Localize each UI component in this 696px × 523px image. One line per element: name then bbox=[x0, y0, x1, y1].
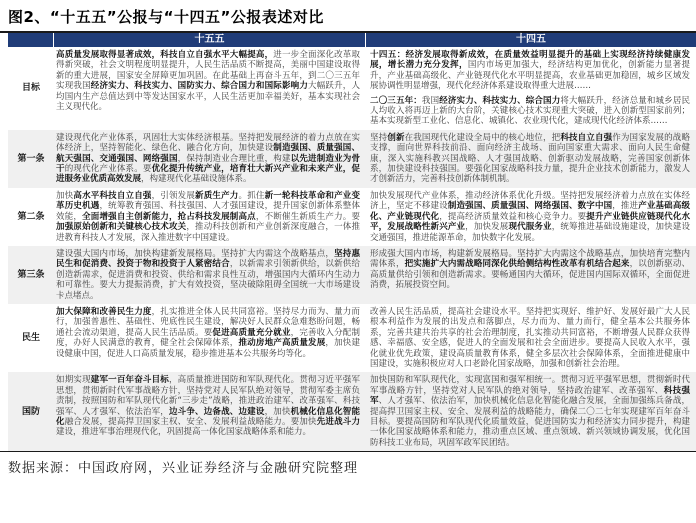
table-row-第三条 bbox=[8, 246, 696, 304]
cell-14th-plan bbox=[366, 372, 696, 451]
cell-15th-plan bbox=[54, 246, 366, 304]
comparison-table bbox=[8, 33, 696, 451]
header-14th-plan: 十四五 bbox=[516, 34, 546, 45]
cell-15th-plan bbox=[54, 47, 366, 130]
row-label: 目标 bbox=[21, 83, 40, 94]
row-label: 第二条 bbox=[17, 211, 45, 222]
table-row-第一条 bbox=[8, 130, 696, 188]
row-label: 第一条 bbox=[17, 153, 45, 164]
figure-title: 图2、“十五五”公报与“十四五”公报表述对比 bbox=[8, 8, 324, 26]
paragraph: 形成强大国内市场，构建新发展格局。坚持扩大内需这个战略基点，加快培育完整内需体系，把实施扩大内需战略同深化供给侧结构性改革有机结合起来，以创新驱动、高质量供给引领和创造新需求。要畅通国内大循环，促进国内国际双循环，全面促进消费，拓展投资空间。 bbox=[370, 248, 690, 291]
paragraph: 坚持创新在我国现代化建设全局中的核心地位，把科技自立自强作为国家发展的战略支撑，面向世界科技前沿、面向经济主战场、面向国家重大需求、面向人民生命健康，深入实施科教兴国战略、人才强国战略、创新驱动发展战略，完善国家创新体系，加快建设科技强国。要强化国家战略科技力量，提升企业技术创新能力，激发人才创新活力，完善科技创新体制机制。 bbox=[370, 132, 690, 185]
row-label: 国防 bbox=[21, 406, 40, 417]
paragraph: 建设现代化产业体系，巩固壮大实体经济根基。坚持把发展经济的着力点放在实体经济上，坚持智能化、绿色化、融合化方向，加快建设制造强国、质量强国、航天强国、交通强国、网络强国，保持制造业合理比重，构建以先进制造业为骨干的现代化产业体系。要优化提升传统产业，培育壮大新兴产业和未来产业，促进服务业优质高效发展，构建现代化基础设施体系。 bbox=[56, 132, 360, 185]
data-source-note: 数据来源：中国政府网，兴业证券经济与金融研究院整理 bbox=[8, 461, 359, 477]
table-row-民生 bbox=[8, 304, 696, 372]
cell-15th-plan bbox=[54, 130, 366, 188]
cell-15th-plan bbox=[54, 188, 366, 246]
cell-15th-plan bbox=[54, 304, 366, 372]
cell-14th-plan bbox=[366, 47, 696, 130]
paragraph: 高质量发展取得显著成效，科技自立自强水平大幅提高，进一步全面深化改革取得新突破，社会文明程度明显提升，人民生活品质不断提高，美丽中国建设取得新的重大进展，国家安全屏障更加巩固。在此基础上再奋斗五年，到二〇三五年实现我国经济实力、科技实力、国防实力、综合国力和国际影响力大幅跃升，人均国内生产总值达到中等发达国家水平，人民生活更加幸福美好，基本实现社会主义现代化。 bbox=[56, 50, 360, 113]
paragraph: 如期实现建军一百年奋斗目标，高质量推进国防和军队现代化。贯彻习近平强军思想，贯彻新时代军事战略方针，坚持党对人民军队绝对领导，贯彻军委主席负责制，按照国防和军队现代化新“三步走”战略，推进政治建军、改革强军、科技强军、人才强军、依法治军，边斗争、边备战、边建设，加快机械化信息化智能化融合发展，提高捍卫国家主权、安全、发展利益战略能力。要加快先进战斗力建设，推进军事治理现代化，巩固提高一体化国家战略体系和能力。 bbox=[56, 375, 360, 438]
paragraph: 建设强大国内市场，加快构建新发展格局。坚持扩大内需这个战略基点，坚持惠民生和促消费、投资于物和投资于人紧密结合，以新需求引领新供给，以新供给创造新需求，促进消费和投资、供给和需求良性互动，增强国内大循环内生动力和可靠性。要大力提振消费，扩大有效投资，坚决破除阻碍全国统一大市场建设卡点堵点。 bbox=[56, 248, 360, 301]
header-15th-plan: 十五五 bbox=[54, 33, 366, 47]
cell-14th-plan bbox=[366, 188, 696, 246]
table-row-第二条 bbox=[8, 188, 696, 246]
paragraph: 改善人民生活品质，提高社会建设水平。坚持把实现好、维护好、发展好最广大人民根本利益作为发展的出发点和落脚点，尽力而为、量力而行，健全基本公共服务体系，完善共建共治共享的社会治理制度，扎实推动共同富裕，不断增强人民群众获得感、幸福感、安全感，促进人的全面发展和社会全面进步。要提高人民收入水平，强化就业优先政策，建设高质量教育体系，健全多层次社会保障体系，全面推进健康中国建设，实施积极应对人口老龄化国家战略，加强和创新社会治理。 bbox=[370, 306, 690, 369]
row-label: 民生 bbox=[21, 332, 40, 343]
header-label-cell bbox=[8, 33, 54, 47]
paragraph: 十四五：经济发展取得新成效，在质量效益明显提升的基础上实现经济持续健康发展，增长潜力充分发挥，国内市场更加强大，经济结构更加优化，创新能力显著提升，产业基础高级化、产业链现代化水平明显提高，农业基础更加稳固，城乡区域发展协调性明显增强，现代化经济体系建设取得重大进展…… bbox=[370, 50, 690, 92]
paragraph: 加快高水平科技自立自强，引领发展新质生产力。抓住新一轮科技革命和产业变革历史机遇，统筹教育强国、科技强国、人才强国建设，提升国家创新体系整体效能，全面增强自主创新能力，抢占科技发展制高点，不断催生新质生产力。要加强原始创新和关键核心技术攻关，推动科技创新和产业创新深度融合，一体推进教育科技人才发展，深入推进数字中国建设。 bbox=[56, 190, 360, 243]
cell-14th-plan bbox=[366, 304, 696, 372]
cell-14th-plan bbox=[366, 246, 696, 304]
table-header bbox=[8, 33, 696, 47]
table-body bbox=[8, 47, 696, 451]
table-row-国防 bbox=[8, 372, 696, 451]
paragraph: 二〇三五年：我国经济实力、科技实力、综合国力将大幅跃升，经济总量和城乡居民人均收入将再迈上新的大台阶，关键核心技术实现重大突破，进入创新型国家前列；基本实现新型工业化、信息化、城镇化、农业现代化，建成现代化经济体系…… bbox=[370, 95, 690, 127]
paragraph: 加大保障和改善民生力度，扎实推进全体人民共同富裕。坚持尽力而为、量力而行，加强普惠性、基础性、兜底性民生建设，解决好人民群众急难愁盼问题，畅通社会流动渠道，提高人民生活品质。要促进高质量充分就业，完善收入分配制度，办好人民满意的教育，健全社会保障体系，推动房地产高质量发展，加快建设健康中国，促进人口高质量发展，稳步推进基本公共服务均等化。 bbox=[56, 306, 360, 359]
cell-15th-plan bbox=[54, 372, 366, 451]
row-label: 第三条 bbox=[17, 269, 45, 280]
paragraph: 加快发展现代产业体系，推动经济体系优化升级。坚持把发展经济着力点放在实体经济上，坚定不移建设制造强国、质量强国、网络强国、数字中国，推进产业基础高级化、产业链现代化，提高经济质量效益和核心竞争力。要提升产业链供应链现代化水平，发展战略性新兴产业，加快发展现代服务业，统筹推进基础设施建设，加快建设交通强国，推进能源革命，加快数字化发展。 bbox=[370, 190, 690, 243]
cell-14th-plan bbox=[366, 130, 696, 188]
table-row-目标 bbox=[8, 47, 696, 130]
paragraph: 加快国防和军队现代化，实现富国和强军相统一。贯彻习近平强军思想，贯彻新时代军事战略方针，坚持党对人民军队的绝对领导，坚持政治建军、改革强军、科技强军、人才强军、依法治军，加快机械化信息化智能化融合发展，全面加强练兵备战，提高捍卫国家主权、安全、发展利益的战略能力，确保二〇二七年实现建军百年奋斗目标。要提高国防和军队现代化质量效益，促进国防实力和经济实力同步提升，构建一体化国家战略体系和能力，推动重点区域、重点领域、新兴领域协调发展，优化国防科技工业布局，巩固军政军民团结。 bbox=[370, 375, 690, 448]
